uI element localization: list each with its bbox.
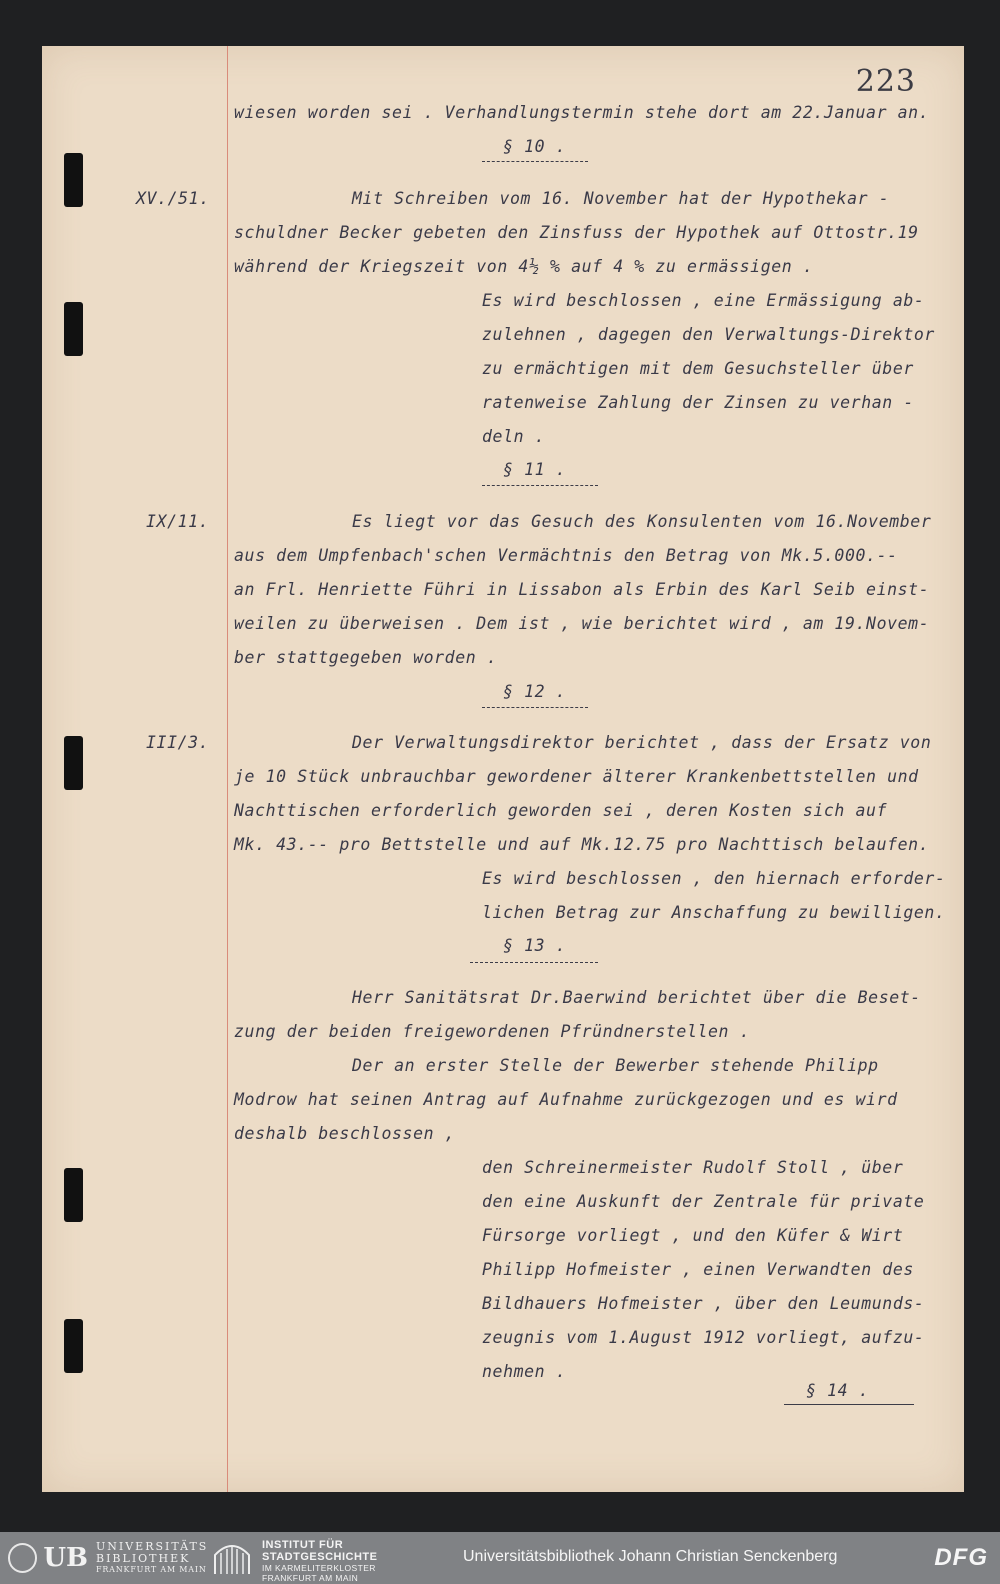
section-heading: § 13 . — [503, 936, 567, 955]
text-line: deln . — [482, 427, 546, 446]
text-line: schuldner Becker gebeten den Zinsfuss der Hypothek auf Ottostr.19 — [234, 223, 919, 242]
text-line: Es wird beschlossen , den hiernach erforder- — [482, 869, 946, 888]
seal-icon — [8, 1543, 37, 1573]
heading-underline — [482, 485, 598, 486]
ub-mark: UB — [43, 1543, 88, 1573]
text-line: Der an erster Stelle der Bewerber stehende Philipp — [352, 1056, 879, 1075]
text-line: Mit Schreiben vom 16. November hat der Hypothekar - — [352, 189, 890, 208]
institute-name-line: INSTITUT FÜR — [262, 1539, 344, 1551]
text-line: zu ermächtigen mit dem Gesuchsteller über — [482, 359, 914, 378]
punch-hole — [64, 1168, 83, 1222]
text-line: den eine Auskunft der Zentrale für private — [482, 1192, 925, 1211]
library-name-line: BIBLIOTHEK — [96, 1552, 191, 1565]
text-line: nehmen . — [482, 1362, 567, 1381]
margin-rule — [227, 46, 228, 1492]
punch-hole — [64, 736, 83, 790]
text-line: zeugnis vom 1.August 1912 vorliegt, aufzu- — [482, 1328, 925, 1347]
section-heading: § 11 . — [503, 460, 567, 479]
library-name-line: UNIVERSITÄTS — [96, 1540, 209, 1553]
institute-address: IM KARMELITERKLOSTER — [262, 1563, 376, 1573]
text-line: weilen zu überweisen . Dem ist , wie berichtet wird , am 19.Novem- — [234, 614, 930, 633]
institute-city: FRANKFURT AM MAIN — [262, 1573, 359, 1583]
text-line: Es liegt vor das Gesuch des Konsulenten vom 16.November — [352, 512, 932, 531]
punch-hole — [64, 153, 83, 207]
text-line: ber stattgegeben worden . — [234, 648, 498, 667]
text-line: aus dem Umpfenbach'schen Vermächtnis den Betrag von Mk.5.000.-- — [234, 546, 898, 565]
text-line: deshalb beschlossen , — [234, 1124, 456, 1143]
library-name — [96, 1541, 208, 1575]
text-line: Modrow hat seinen Antrag auf Aufnahme zurückgezogen und es wird — [234, 1090, 898, 1109]
text-line: wiesen worden sei . Verhandlungstermin stehe dort am 22.Januar an. — [234, 103, 930, 122]
heading-underline — [482, 161, 588, 162]
dfg-logo[interactable]: DFG — [934, 1544, 988, 1571]
reference-number: III/3. — [146, 733, 210, 752]
punch-hole — [64, 302, 83, 356]
text-line: Der Verwaltungsdirektor berichtet , dass der Ersatz von — [352, 733, 932, 752]
text-line: den Schreinermeister Rudolf Stoll , über — [482, 1158, 904, 1177]
text-line: Mk. 43.-- pro Bettstelle und auf Mk.12.75 pro Nachttisch belaufen. — [234, 835, 930, 854]
text-line: Bildhauers Hofmeister , über den Leumunds- — [482, 1294, 925, 1313]
text-line: Nachttischen erforderlich geworden sei , deren Kosten sich auf — [234, 801, 888, 820]
library-full-name: Universitätsbibliothek Johann Christian Senckenberg — [463, 1548, 838, 1565]
text-line: Herr Sanitätsrat Dr.Baerwind berichtet über die Beset- — [352, 988, 921, 1007]
reference-number: XV./51. — [136, 189, 210, 208]
document-page — [42, 46, 964, 1492]
library-city: FRANKFURT AM MAIN — [96, 1565, 207, 1574]
institute-name — [262, 1539, 377, 1583]
text-line: Philipp Hofmeister , einen Verwandten des — [482, 1260, 914, 1279]
page-number: 223 — [855, 64, 916, 99]
heading-underline — [470, 962, 598, 963]
reference-number: IX/11. — [146, 512, 210, 531]
ub-logo[interactable] — [8, 1541, 88, 1575]
text-line: ratenweise Zahlung der Zinsen zu verhan - — [482, 393, 914, 412]
punch-hole — [64, 1319, 83, 1373]
text-line: an Frl. Henriette Führi in Lissabon als Erbin des Karl Seib einst- — [234, 580, 930, 599]
text-line: zung der beiden freigewordenen Pfründnerstellen . — [234, 1022, 751, 1041]
section-heading: § 10 . — [503, 137, 567, 156]
text-line: zulehnen , dagegen den Verwaltungs-Direktor — [482, 325, 935, 344]
section-heading: § 12 . — [503, 682, 567, 701]
text-line: je 10 Stück unbrauchbar gewordener älterer Krankenbettstellen und — [234, 767, 919, 786]
text-line: lichen Betrag zur Anschaffung zu bewilligen. — [482, 903, 946, 922]
heading-underline — [784, 1404, 914, 1405]
text-line: Es wird beschlossen , eine Ermässigung ab- — [482, 291, 925, 310]
text-line: Fürsorge vorliegt , und den Küfer & Wirt — [482, 1226, 904, 1245]
footer-bar — [0, 1532, 1000, 1584]
text-line: während der Kriegszeit von 4½ % auf 4 % zu ermässigen . — [234, 257, 814, 276]
institute-name-line: STADTGESCHICHTE — [262, 1551, 378, 1563]
cloister-arch-icon[interactable] — [212, 1541, 252, 1575]
section-heading: § 14 . — [806, 1381, 870, 1400]
heading-underline — [482, 707, 588, 708]
